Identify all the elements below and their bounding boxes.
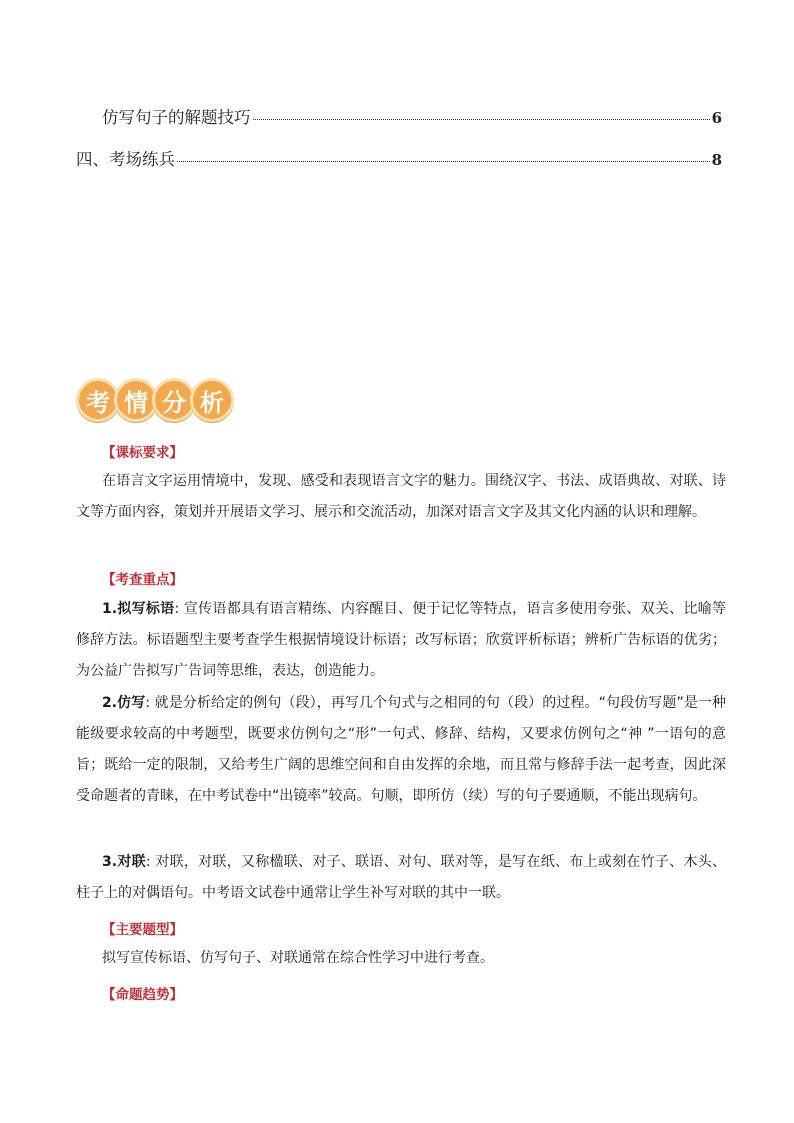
- banner-char: 分: [152, 378, 196, 422]
- toc-leader-dots: [177, 161, 710, 162]
- toc-page-number: 8: [711, 151, 722, 169]
- paragraph-kebiao: 在语言文字运用情境中，发现、感受和表现语言文字的魅力。围绕汉字、书法、成语典故、对联、诗文等方面内容，策划并开展语文学习、展示和交流活动，加深对语言文字及其文化内涵的认识和理解。: [76, 473, 726, 520]
- section-label-kaocha: 【考查重点】: [102, 572, 183, 588]
- item-heading: 3.对联: [102, 854, 146, 870]
- toc-entry-title: 四、考场练兵: [76, 150, 175, 169]
- item-text: : 宣传语都具有语言精练、内容醒目、便于记忆等特点，语言多使用夸张、双关、比喻等修辞方法。标语题型主要考查学生根据情境设计标语；改写标语；欣赏评析标语；辨析广告标语的优劣；为公益广告拟写广告词等思维，表达，创造能力。: [76, 601, 726, 679]
- banner-char: 析: [190, 378, 234, 422]
- item-heading: 2.仿写: [102, 695, 146, 711]
- section-banner-kaoqing-fenxi: [76, 376, 228, 424]
- toc-entry-practice[interactable]: [76, 146, 722, 170]
- toc-page-number: 6: [711, 109, 722, 127]
- banner-char: 考: [76, 378, 120, 422]
- item-heading: 1.拟写标语: [102, 601, 175, 617]
- banner-char: 情: [114, 378, 158, 422]
- item-text: : 对联，对联，又称楹联、对子、联语、对句、联对等，是写在纸、布上或刻在竹子、木头、柱子上的对偶语句。中考语文试卷中通常让学生补写对联的其中一联。: [76, 854, 726, 901]
- toc-entry-imitation-tips[interactable]: [102, 104, 722, 128]
- paragraph-tixing: 拟写宣传标语、仿写句子、对联通常在综合性学习中进行考查。: [102, 950, 494, 966]
- paragraph-kaocha-item-1: [76, 594, 726, 687]
- section-label-qushi: 【命题趋势】: [102, 987, 183, 1003]
- section-label-kebiao: 【课标要求】: [102, 445, 183, 461]
- toc-entry-title: 仿写句子的解题技巧: [102, 108, 251, 127]
- section-label-tixing: 【主要题型】: [102, 922, 183, 938]
- toc-leader-dots: [253, 119, 710, 120]
- paragraph-kaocha-item-3: [76, 847, 726, 909]
- item-text: : 就是分析给定的例句（段），再写几个句式与之相同的句（段）的过程。“句段仿写题”是一种能级要求较高的中考题型，既要求仿例句之“形”一句式、修辞、结构，又要求仿例句之“神 ”一语句的意旨；既给一定的限制，又给考生广阔的思维空间和自由发挥的余地，而且常与修辞手法一起考查，因此深受命题者的青睐，在中考试卷中“出镜率”较高。句顺，即所仿（续）写的句子要通顺，不能出现病句。: [76, 695, 727, 804]
- paragraph-kaocha-item-2: [76, 688, 726, 812]
